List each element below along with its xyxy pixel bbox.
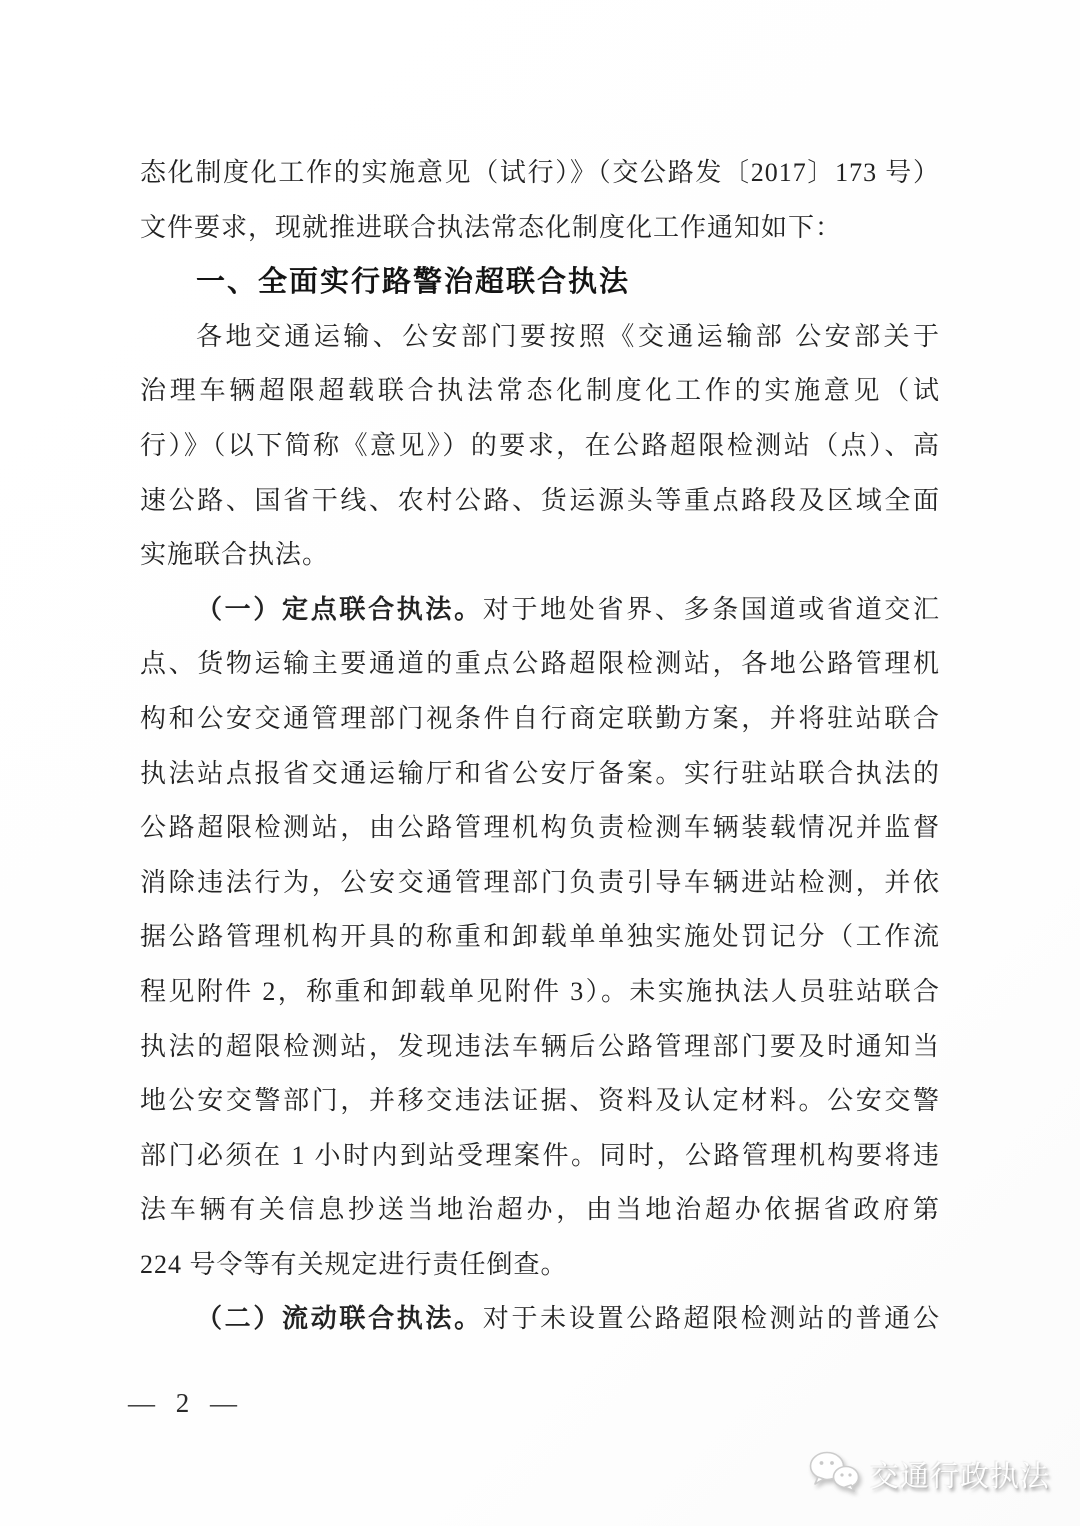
- text-line: 公路超限检测站，由公路管理机构负责检测车辆装载情况并监督: [140, 813, 940, 843]
- text-line: 治理车辆超限超载联合执法常态化制度化工作的实施意见（试: [140, 376, 940, 406]
- watermark-label: 交通行政执法: [869, 1461, 1050, 1493]
- text-line: 执法的超限检测站，发现违法车辆后公路管理部门要及时通知当: [140, 1031, 940, 1061]
- watermark: [808, 1451, 1050, 1498]
- text-line: 法车辆有关信息抄送当地治超办，由当地治超办依据省政府第: [140, 1195, 940, 1225]
- wechat-icon: [808, 1451, 860, 1498]
- text-line: （一）定点联合执法。对于地处省界、多条国道或省道交汇: [196, 594, 940, 624]
- text-line: 执法站点报省交通运输厅和省公安厅备案。实行驻站联合执法的: [140, 758, 940, 788]
- document-body: [140, 146, 940, 1347]
- text-line: 程见附件 2，称重和卸载单见附件 3）。未实施执法人员驻站联合: [140, 976, 940, 1006]
- paragraph-lead: （一）定点联合执法。: [196, 594, 483, 624]
- text-line: 态化制度化工作的实施意见（试行）》（交公路发〔2017〕173 号）: [140, 158, 940, 187]
- paragraph-lead: （二）流动联合执法。: [196, 1304, 483, 1334]
- page-number: — 2 —: [128, 1388, 244, 1418]
- text-line: 速公路、国省干线、农村公路、货运源头等重点路段及区域全面: [140, 485, 940, 515]
- text-line: 行）》（以下简称《意见》）的要求，在公路超限检测站（点）、高: [140, 430, 940, 460]
- text-line: 点、货物运输主要通道的重点公路超限检测站，各地公路管理机: [140, 649, 940, 679]
- section-heading: 一、全面实行路警治超联合执法: [196, 266, 631, 299]
- text-line: （二）流动联合执法。对于未设置公路超限检测站的普通公: [196, 1304, 940, 1334]
- text-line: 实施联合执法。: [140, 540, 330, 570]
- text-line: 消除违法行为，公安交通管理部门负责引导车辆进站检测，并依: [140, 867, 940, 897]
- text-line: 224 号令等有关规定进行责任倒查。: [140, 1249, 568, 1279]
- text-line: 地公安交警部门，并移交违法证据、资料及认定材料。公安交警: [140, 1086, 940, 1116]
- text-line: 据公路管理机构开具的称重和卸载单单独实施处罚记分（工作流: [140, 922, 940, 952]
- text-line: 各地交通运输、公安部门要按照《交通运输部 公安部关于: [196, 321, 940, 351]
- text-line: 构和公安交通管理部门视条件自行商定联勤方案，并将驻站联合: [140, 703, 940, 733]
- text-line: 文件要求，现就推进联合执法常态化制度化工作通知如下：: [140, 212, 843, 242]
- text-line: 部门必须在 1 小时内到站受理案件。同时，公路管理机构要将违: [140, 1140, 940, 1170]
